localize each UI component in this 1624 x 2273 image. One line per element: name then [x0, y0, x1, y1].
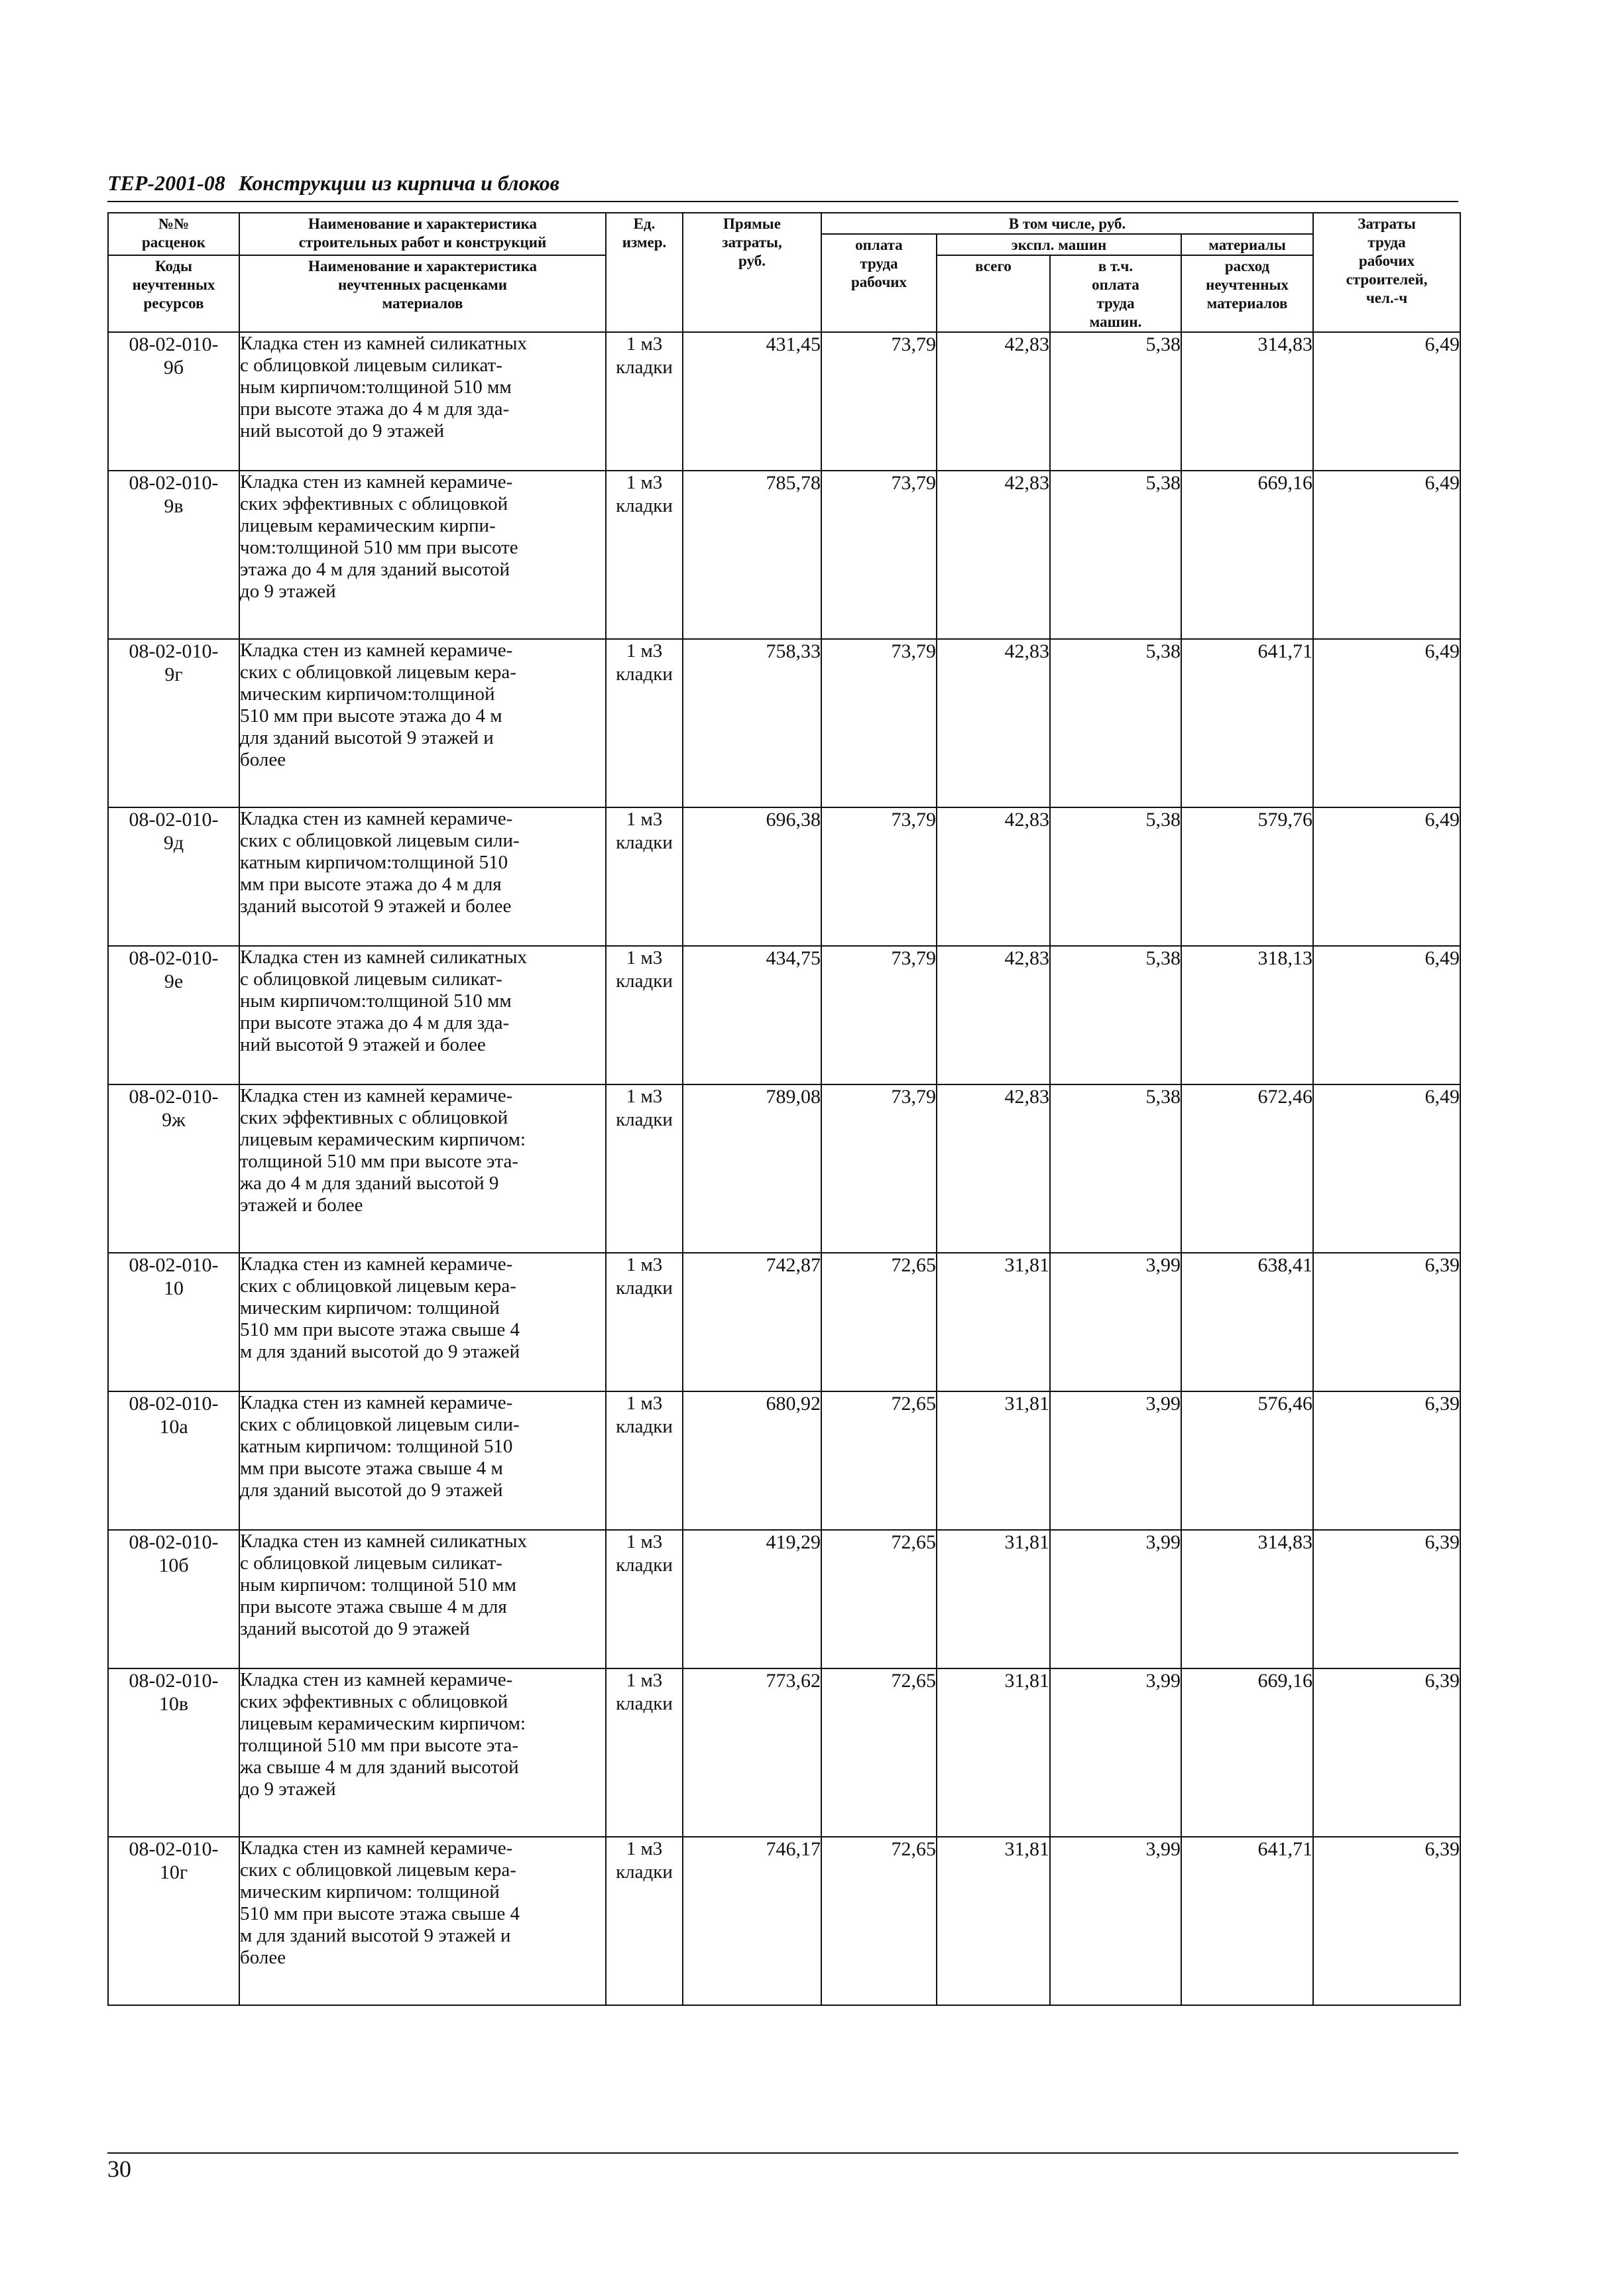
table-row — [108, 946, 1460, 1084]
footer-rule — [107, 2152, 1458, 2154]
machines-total: 42,83 — [937, 946, 1050, 1084]
direct-costs: 431,45 — [683, 332, 821, 471]
document-code: ТЕР-2001-08 — [107, 171, 225, 195]
materials-cost: 579,76 — [1181, 807, 1313, 946]
header-materials-group: материалы — [1181, 234, 1313, 255]
machines-total: 42,83 — [937, 332, 1050, 471]
work-description: Кладка стен из камней керамиче- ских с облицовкой лицевым кера- мическим кирпичом:толщиной 510 мм при высоте этажа до 4 м для зданий высотой 9 этажей и более — [239, 639, 606, 807]
header-code: №№ расценок — [108, 213, 239, 255]
rate-code: 08-02-010- 9д — [108, 807, 239, 946]
materials-cost: 672,46 — [1181, 1084, 1313, 1253]
unit-of-measure: 1 м3 кладки — [606, 639, 683, 807]
materials-cost: 641,71 — [1181, 1837, 1313, 2005]
direct-costs: 696,38 — [683, 807, 821, 946]
labor-hours: 6,39 — [1313, 1253, 1460, 1391]
labor-hours: 6,49 — [1313, 1084, 1460, 1253]
machines-wage: 5,38 — [1050, 946, 1181, 1084]
header-unit: Ед. измер. — [606, 213, 683, 332]
materials-cost: 669,16 — [1181, 471, 1313, 639]
machines-total: 42,83 — [937, 471, 1050, 639]
machines-total: 42,83 — [937, 807, 1050, 946]
table-row — [108, 471, 1460, 639]
rate-code: 08-02-010- 10в — [108, 1668, 239, 1837]
header-machines: экспл. машин — [937, 234, 1181, 255]
machines-total: 42,83 — [937, 639, 1050, 807]
worker-wage: 72,65 — [821, 1668, 937, 1837]
rate-code: 08-02-010- 9г — [108, 639, 239, 807]
unit-of-measure: 1 м3 кладки — [606, 1253, 683, 1391]
direct-costs: 680,92 — [683, 1391, 821, 1530]
table-row — [108, 1391, 1460, 1530]
work-description: Кладка стен из камней силикатных с облицовкой лицевым силикат- ным кирпичом:толщиной 510 мм при высоте этажа до 4 м для зда- ний высотой до 9 этажей — [239, 332, 606, 471]
unit-of-measure: 1 м3 кладки — [606, 946, 683, 1084]
header-name: Наименование и характеристика строительных работ и конструкций — [239, 213, 606, 255]
machines-wage: 5,38 — [1050, 807, 1181, 946]
header-including: В том числе, руб. — [821, 213, 1313, 234]
document-title: Конструкции из кирпича и блоков — [238, 171, 559, 195]
header-materials: расход неучтенных материалов — [1181, 255, 1313, 332]
direct-costs: 758,33 — [683, 639, 821, 807]
table-row — [108, 1253, 1460, 1391]
table-row — [108, 332, 1460, 471]
table-row — [108, 1837, 1460, 2005]
labor-hours: 6,49 — [1313, 946, 1460, 1084]
header-wage: оплата труда рабочих — [821, 234, 937, 332]
labor-hours: 6,39 — [1313, 1391, 1460, 1530]
table-row — [108, 1668, 1460, 1837]
header-machines-wage: в т.ч. оплата труда машин. — [1050, 255, 1181, 332]
direct-costs: 746,17 — [683, 1837, 821, 2005]
worker-wage: 72,65 — [821, 1837, 937, 2005]
work-description: Кладка стен из камней керамиче- ских с облицовкой лицевым кера- мическим кирпичом: толщиной 510 мм при высоте этажа свыше 4 м для зданий высотой до 9 этажей — [239, 1253, 606, 1391]
header-code-sub: Коды неучтенных ресурсов — [108, 255, 239, 332]
work-description: Кладка стен из камней керамиче- ских эффективных с облицовкой лицевым керамическим кирпи- чом:толщиной 510 мм при высоте этажа до 4 м для зданий высотой до 9 этажей — [239, 471, 606, 639]
machines-total: 31,81 — [937, 1668, 1050, 1837]
page-number: 30 — [107, 2156, 131, 2182]
materials-cost: 318,13 — [1181, 946, 1313, 1084]
rate-code: 08-02-010- 9ж — [108, 1084, 239, 1253]
direct-costs: 773,62 — [683, 1668, 821, 1837]
machines-wage: 5,38 — [1050, 471, 1181, 639]
machines-total: 31,81 — [937, 1837, 1050, 2005]
header-rule — [107, 201, 1458, 202]
direct-costs: 742,87 — [683, 1253, 821, 1391]
rate-code: 08-02-010- 10а — [108, 1391, 239, 1530]
direct-costs: 785,78 — [683, 471, 821, 639]
worker-wage: 72,65 — [821, 1391, 937, 1530]
machines-total: 42,83 — [937, 1084, 1050, 1253]
worker-wage: 73,79 — [821, 807, 937, 946]
rate-code: 08-02-010- 9б — [108, 332, 239, 471]
table-row — [108, 1530, 1460, 1668]
materials-cost: 641,71 — [1181, 639, 1313, 807]
worker-wage: 73,79 — [821, 946, 937, 1084]
worker-wage: 73,79 — [821, 639, 937, 807]
header-machines-total: всего — [937, 255, 1050, 332]
rate-code: 08-02-010- 10г — [108, 1837, 239, 2005]
labor-hours: 6,39 — [1313, 1837, 1460, 2005]
unit-of-measure: 1 м3 кладки — [606, 1530, 683, 1668]
materials-cost: 314,83 — [1181, 332, 1313, 471]
worker-wage: 73,79 — [821, 1084, 937, 1253]
labor-hours: 6,39 — [1313, 1668, 1460, 1837]
labor-hours: 6,49 — [1313, 807, 1460, 946]
header-name-sub: Наименование и характеристика неучтенных расценками материалов — [239, 255, 606, 332]
unit-of-measure: 1 м3 кладки — [606, 1391, 683, 1530]
labor-hours: 6,49 — [1313, 471, 1460, 639]
work-description: Кладка стен из камней силикатных с облицовкой лицевым силикат- ным кирпичом: толщиной 510 мм при высоте этажа свыше 4 м для зданий высотой до 9 этажей — [239, 1530, 606, 1668]
table-row — [108, 807, 1460, 946]
machines-wage: 3,99 — [1050, 1837, 1181, 2005]
table-row — [108, 639, 1460, 807]
rates-table — [107, 212, 1461, 2006]
machines-wage: 3,99 — [1050, 1253, 1181, 1391]
work-description: Кладка стен из камней керамиче- ских с облицовкой лицевым сили- катным кирпичом: толщиной 510 мм при высоте этажа свыше 4 м для зданий высотой до 9 этажей — [239, 1391, 606, 1530]
materials-cost: 576,46 — [1181, 1391, 1313, 1530]
work-description: Кладка стен из камней керамиче- ских эффективных с облицовкой лицевым керамическим кирпичом: толщиной 510 мм при высоте эта- жа до 4 м для зданий высотой 9 этажей и более — [239, 1084, 606, 1253]
machines-total: 31,81 — [937, 1253, 1050, 1391]
labor-hours: 6,49 — [1313, 332, 1460, 471]
worker-wage: 73,79 — [821, 332, 937, 471]
unit-of-measure: 1 м3 кладки — [606, 332, 683, 471]
direct-costs: 434,75 — [683, 946, 821, 1084]
table-header — [108, 213, 1460, 332]
unit-of-measure: 1 м3 кладки — [606, 471, 683, 639]
unit-of-measure: 1 м3 кладки — [606, 1084, 683, 1253]
rate-code: 08-02-010- 10 — [108, 1253, 239, 1391]
unit-of-measure: 1 м3 кладки — [606, 1668, 683, 1837]
labor-hours: 6,49 — [1313, 639, 1460, 807]
machines-total: 31,81 — [937, 1391, 1050, 1530]
worker-wage: 72,65 — [821, 1530, 937, 1668]
rate-code: 08-02-010- 9е — [108, 946, 239, 1084]
materials-cost: 669,16 — [1181, 1668, 1313, 1837]
machines-wage: 5,38 — [1050, 639, 1181, 807]
work-description: Кладка стен из камней керамиче- ских с облицовкой лицевым кера- мическим кирпичом: толщиной 510 мм при высоте этажа свыше 4 м для зданий высотой 9 этажей и более — [239, 1837, 606, 2005]
work-description: Кладка стен из камней керамиче- ских с облицовкой лицевым сили- катным кирпичом:толщиной 510 мм при высоте этажа до 4 м для зданий высотой 9 этажей и более — [239, 807, 606, 946]
unit-of-measure: 1 м3 кладки — [606, 1837, 683, 2005]
header-labor: Затраты труда рабочих строителей, чел.-ч — [1313, 213, 1460, 332]
unit-of-measure: 1 м3 кладки — [606, 807, 683, 946]
worker-wage: 72,65 — [821, 1253, 937, 1391]
machines-wage: 5,38 — [1050, 332, 1181, 471]
machines-wage: 3,99 — [1050, 1530, 1181, 1668]
labor-hours: 6,39 — [1313, 1530, 1460, 1668]
work-description: Кладка стен из камней керамиче- ских эффективных с облицовкой лицевым керамическим кирпичом: толщиной 510 мм при высоте эта- жа свыше 4 м для зданий высотой до 9 этажей — [239, 1668, 606, 1837]
direct-costs: 419,29 — [683, 1530, 821, 1668]
materials-cost: 638,41 — [1181, 1253, 1313, 1391]
machines-wage: 5,38 — [1050, 1084, 1181, 1253]
worker-wage: 73,79 — [821, 471, 937, 639]
machines-wage: 3,99 — [1050, 1391, 1181, 1530]
materials-cost: 314,83 — [1181, 1530, 1313, 1668]
machines-total: 31,81 — [937, 1530, 1050, 1668]
table-body — [108, 332, 1460, 2005]
direct-costs: 789,08 — [683, 1084, 821, 1253]
machines-wage: 3,99 — [1050, 1668, 1181, 1837]
rate-code: 08-02-010- 9в — [108, 471, 239, 639]
page-header — [107, 171, 1460, 195]
rate-code: 08-02-010- 10б — [108, 1530, 239, 1668]
work-description: Кладка стен из камней силикатных с облицовкой лицевым силикат- ным кирпичом:толщиной 510 мм при высоте этажа до 4 м для зда- ний высотой 9 этажей и более — [239, 946, 606, 1084]
header-direct-costs: Прямые затраты, руб. — [683, 213, 821, 332]
table-row — [108, 1084, 1460, 1253]
